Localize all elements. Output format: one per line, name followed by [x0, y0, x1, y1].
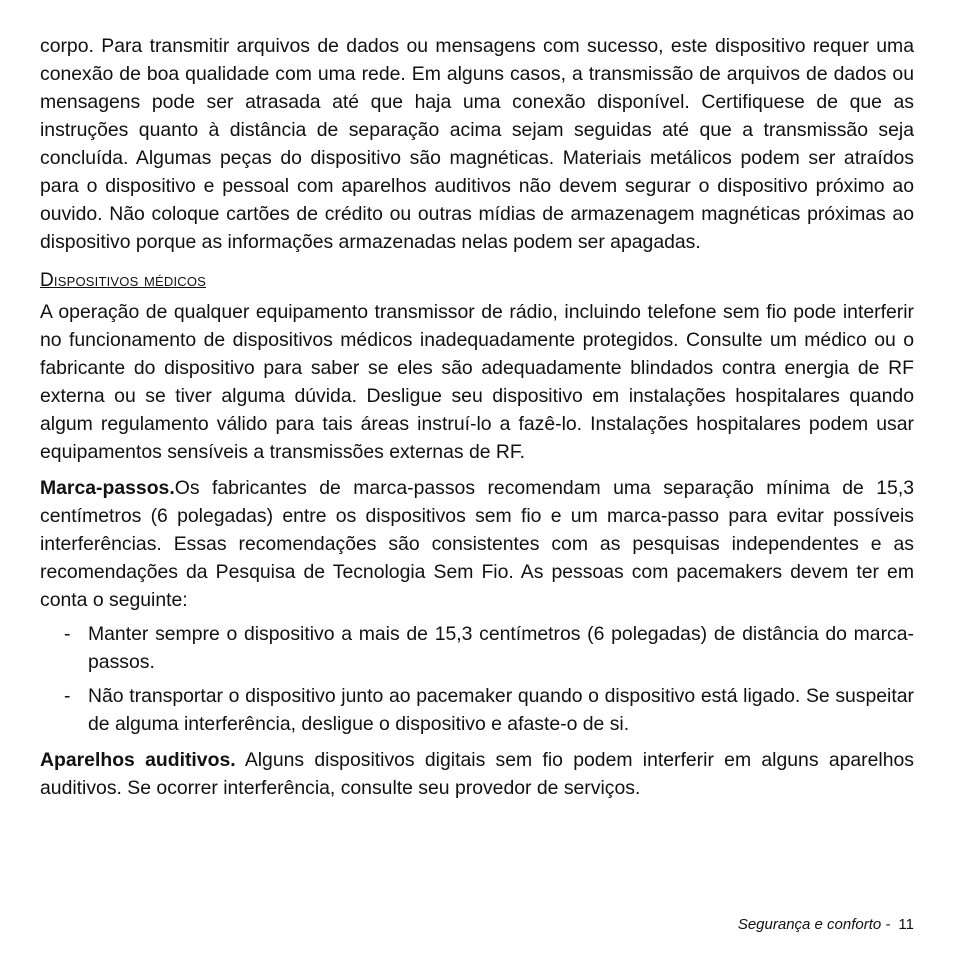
hearing-aids-paragraph [40, 746, 914, 802]
pacemakers-text: Os fabricantes de marca-passos recomendam uma separação mínima de 15,3 centímetros (6 polegadas) entre os dispositivos sem fio e um marca-passo para evitar possíveis interferências. Essas recomendações são consistentes com as pesquisas independentes e as recomendações da Pesquisa de Tecnologia Sem Fio. As pessoas com pacemakers devem ter em conta o seguinte: [40, 477, 914, 611]
dash-bullet: - [64, 685, 71, 707]
list-item-text: Manter sempre o dispositivo a mais de 15,3 centímetros (6 polegadas) de distância do marca-passos. [88, 623, 914, 673]
medical-devices-paragraph: A operação de qualquer equipamento transmissor de rádio, incluindo telefone sem fio pode interferir no funcionamento de dispositivos médicos inadequadamente protegidos. Consulte um médico ou o fabricante do dispositivo para saber se eles são adequadamente blindados contra energia de RF externa ou se tiver alguma dúvida. Desligue seu dispositivo em instalações hospitalares quando algum regulamento válido para tais áreas instruí-lo a fazê-lo. Instalações hospitalares podem usar equipamentos sensíveis a transmissões externas de RF. [40, 301, 914, 463]
pacemaker-guidelines-list [40, 620, 914, 738]
pacemakers-label: Marca-passos. [40, 477, 175, 499]
document-body [40, 32, 914, 802]
page-footer [738, 916, 914, 933]
page-number: 11 [898, 916, 914, 933]
section-heading-medical-devices: Dispositivos médicos [40, 270, 207, 291]
footer-title: Segurança e conforto - [737, 916, 891, 933]
dash-bullet: - [64, 623, 71, 645]
pacemakers-paragraph [40, 474, 914, 614]
hearing-aids-label: Aparelhos auditivos. [40, 749, 236, 771]
intro-paragraph: corpo. Para transmitir arquivos de dados ou mensagens com sucesso, este dispositivo requer uma conexão de boa qualidade com uma rede. Em alguns casos, a transmissão de arquivos de dados ou mensagens pode ser atrasada até que haja uma conexão disponível. Certifiquese de que as instruções quanto à distância de separação acima sejam seguidas até que a transmissão seja concluída. Algumas peças do dispositivo são magnéticas. Materiais metálicos podem ser atraídos para o dispositivo e pessoal com aparelhos auditivos não devem segurar o dispositivo próximo ao ouvido. Não coloque cartões de crédito ou outras mídias de armazenagem magnéticas próximas ao dispositivo porque as informações armazenadas nelas podem ser apagadas. [40, 35, 914, 253]
list-item [40, 620, 914, 676]
hearing-aids-text: Alguns dispositivos digitais sem fio podem interferir em alguns aparelhos auditivos. Se ocorrer interferência, consulte seu provedor de serviços. [40, 749, 914, 799]
list-item-text: Não transportar o dispositivo junto ao pacemaker quando o dispositivo está ligado. Se suspeitar de alguma interferência, desligue o dispositivo e afaste-o de si. [88, 685, 914, 735]
list-item [40, 682, 914, 738]
